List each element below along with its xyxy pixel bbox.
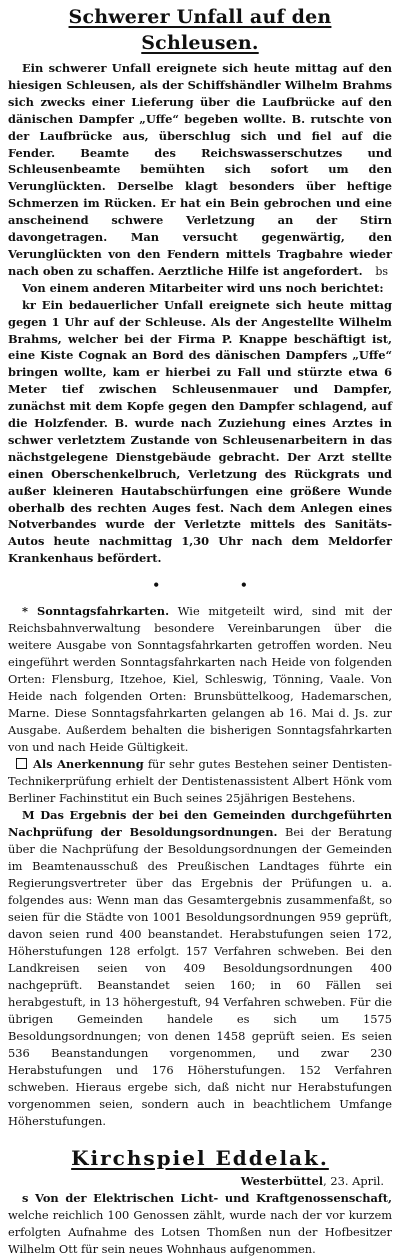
news-item-sonntagsfahrkarten — [8, 603, 392, 756]
news-item-body: für sehr gutes Bestehen seiner Dentisten-Technikerprüfung erhielt der Dentistenassistent Albert Hönk vom Berliner Fachinstitut ein Buch seines 25jährigen Bestehens. — [8, 757, 392, 806]
news-item-lead: s Von der Elektrischen Licht- und Kraftgenossenschaft, — [22, 1191, 392, 1206]
article-headline: Schwerer Unfall auf den Schleusen. — [68, 6, 332, 54]
news-item-lead: * Sonntagsfahrkarten. — [22, 604, 170, 619]
news-item-lead: Als Anerkennung — [33, 757, 144, 772]
section-headline: Kirchspiel Eddelak. — [71, 1146, 329, 1171]
square-icon — [16, 758, 27, 769]
separator-dot: • — [152, 578, 160, 593]
author-signature: bs — [375, 264, 388, 278]
news-item-lead: M Das Ergebnis der bei den Gemeinden durchgeführten Nachprüfung der Besoldungsordnungen. — [8, 808, 392, 840]
news-item-genossenschaft — [8, 1190, 392, 1258]
separator-dot: • — [240, 578, 248, 593]
news-item-body: Bei der Beratung über die Nachprüfung der Besoldungsordnungen der Gemeinden im Beamtenausschuß des Preußischen Landtages führte ein Regierungsvertreter über das Ergebnis der Prüfungen u. a. folgendes aus: Wenn man das Gesamtergebnis zusammenfaßt, so seien für die Städte von 1001 Besoldungsordnungen 959 geprüft, davon seien rund 400 beanstandet. Herabstufungen seien 172, Höherstufungen 128 erfolgt. 157 Verfahren schweben. Bei den Landkreisen seien von 409 Besoldungsordnungen 400 nachgeprüft. Beanstandet seien 160; in 60 Fällen sei herabgestuft, in 13 höhergestuft, 94 Verfahren schweben. Für die übrigen Gemeinden handele es sich um 1575 Besoldungsordnungen; von denen 1458 geprüft seien. Es seien 536 Beanstandungen vorgenommen, und zwar 230 Herabstufungen und 176 Höherstufungen. 152 Verfahren schweben. Hieraus ergebe sich, daß nicht nur Herabstufungen vorgenommen seien, sondern auch in beachtlichem Umfange Höherstufungen. — [8, 825, 393, 1129]
dateline-place: Westerbüttel — [240, 1174, 324, 1189]
news-item-body: Wie mitgeteilt wird, sind mit der Reichsbahnverwaltung besondere Vereinbarungen über die weitere Ausgabe von Sonntagsfahrkarten getroffen worden. Neu eingeführt werden Sonntagsfahrkarten nach Heide von folgenden Orten: Flensburg, Itzehoe, Kiel, Schleswig, Tönning, Vaale. Von Heide nach folgenden Orten: Brunsbüttelkoog, Hademarschen, Marne. Diese Sonntagsfahrkarten gelangen ab 16. Mai d. Js. zur Ausgabe. Außerdem behalten die bisherigen Sonntagsfahrkarten von und nach Heide Gültigkeit. — [8, 604, 393, 755]
section-separator — [8, 567, 392, 603]
dateline-date: , 23. April. — [323, 1174, 384, 1189]
dateline — [8, 1172, 392, 1190]
article-paragraph-2: Von einem anderen Mitarbeiter wird uns noch berichtet: — [22, 280, 384, 295]
news-item-body: welche reichlich 100 Genossen zählt, wurde nach der vor kurzem erfolgten Aufnahme des Lotsen Thomßen nun der Hofbesitzer Wilhelm Ott für sein neues Wohnhaus aufgenommen. — [8, 1208, 392, 1257]
news-item-anerkennung — [8, 756, 392, 807]
news-item-besoldung — [8, 807, 392, 1130]
article-paragraph-3: kr Ein bedauerlicher Unfall ereignete sich heute mittag gegen 1 Uhr auf der Schleuse. Als der Angestellte Wilhelm Brahms, welcher bei der Firma P. Knappe beschäftigt ist, eine Kiste Cognak an Bord des dänischen Dampfers „Uffe“ bringen wollte, kam er hierbei zu Fall und stürzte etwa 6 Meter tief zwischen Schleusenmauer und Dampfer, zunächst mit dem Kopfe gegen den Dampfer schlagend, auf die Holzfender. B. wurde nach Zuziehung eines Arztes in schwer verletztem Zustande von Schleusenarbeitern in das nächstgelegene Dienstgebäude gebracht. Der Arzt stellte einen Oberschenkelbruch, Verletzung des Rückgrats und außer kleineren Hautabschürfungen eine größere Wunde oberhalb des rechten Auges fest. Nach dem Anlegen eines Notverbandes wurde der Verletzte mittels des Sanitäts-Autos heute nachmittag 1,30 Uhr nach dem Meldorfer Krankenhaus befördert. — [8, 297, 392, 566]
article-paragraph-1: Ein schwerer Unfall ereignete sich heute mittag auf den hiesigen Schleusen, als der Schiffshändler Wilhelm Brahms sich zwecks einer Lieferung über die Laufbrücke auf den dänischen Dampfer „Uffe“ begeben wollte. B. rutschte von der Laufbrücke aus, überschlug sich und fiel auf die Fender. Beamte des Reichswasserschutzes und Schleusenbeamte bemühten sich sofort um den Verunglückten. Derselbe klagt besonders über heftige Schmerzen im Rücken. Er hat ein Bein gebrochen und eine anscheinend schwere Verletzung an der Stirn davongetragen. Man versucht gegenwärtig, den Verunglückten von den Fendern mittels Tragbahre wieder nach oben zu schaffen. Aerztliche Hilfe ist angefordert. — [8, 61, 392, 278]
